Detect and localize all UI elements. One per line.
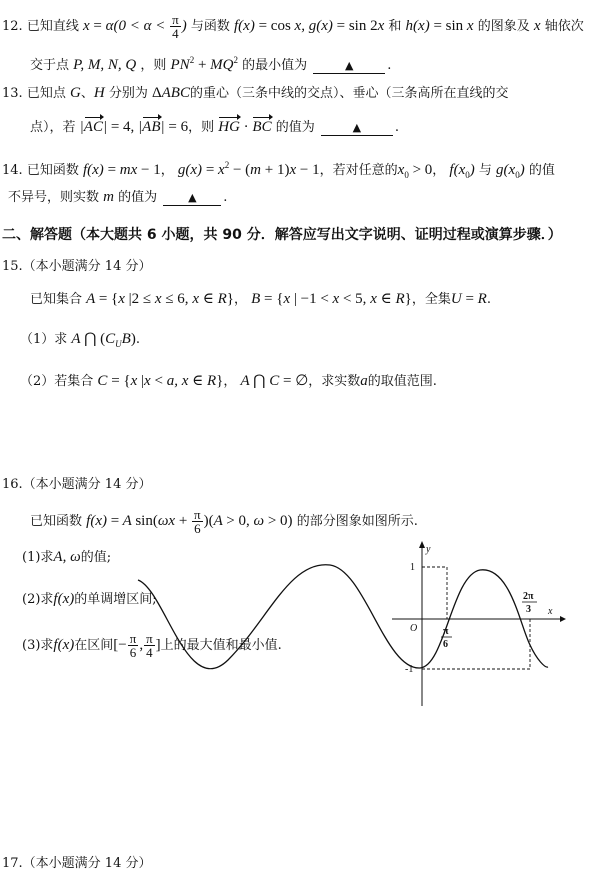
q14-answer-mark: ▲ [188,191,197,204]
tick-label-y-neg1: -1 [405,664,414,675]
q14-text-6: 的值为 [118,190,158,205]
q16-graph [130,540,570,710]
q15-part1-expr: A ⋂ $(C_UB)$ [71,331,136,349]
q13-text-6: 的值为 [275,120,315,135]
q12-text-8: 的最小值为 [242,58,308,73]
q12-period: . [387,58,392,73]
q14-x0-cond: $x_0 > 0$ [397,162,433,180]
q15-a-var: a [360,373,368,389]
q14-m-var: m [103,189,114,205]
q13-text-5: ，则 [188,120,215,135]
q13-period: . [394,120,400,135]
tick-label-3: 3 [526,604,531,615]
q16-p3-interval: [− $\frac{\pi}{6}$ , $\frac{\pi}{4}$ ] [113,631,161,660]
q15-universe: U = R [450,291,487,307]
q13-line1: 13. 已知点 G、H 分别为 ΔABC的重心（三条中线的交点）、垂心（三条高所在直线的交 [2,85,509,101]
q16-part1 [22,548,111,567]
q12-text-2: 与函数 [190,18,230,34]
q12-text-1: 已知直线 [26,18,79,34]
q15-stem: 已知集合 A = {x |2 ≤ x ≤ 6, x ∈ R}， B = {x | −1 < x < 5, x ∈ R}，全集U = R. [30,291,491,307]
q16-p3-mid: 在区间 [74,637,114,653]
q12-answer-mark: ▲ [345,59,354,72]
sine-curve [138,565,548,669]
q12-text-3: 和 [388,18,402,34]
q14-text-1: 已知函数 [26,163,79,178]
q12-text-4: 的图象及 [477,18,530,34]
q14-line2 [8,188,227,207]
q14-number: 14. [2,163,23,178]
q15-part2 [20,372,437,391]
q12-h-func: h(x) = sin x [405,17,474,34]
q15-intersection: A ⋂ C = ∅ [240,373,309,389]
q15-header: 15.（本小题满分 14 分） [2,259,152,274]
tick-label-6: 6 [443,639,448,650]
q12-x-var: x [533,17,541,34]
q13-line2 [30,118,399,137]
q15-part1-label: （1）求 [20,332,68,347]
q16-p1-label: (1)求 [22,550,54,565]
q17-header: 17.（本小题满分 14 分） [2,856,152,871]
q16-function: f(x) = A sin(ωx + $\frac{\pi}{6}$ )(A > 0, ω > 0) [86,507,293,536]
q14-f-x0: $f(x_0)$ [449,162,475,180]
q12-answer-blank[interactable] [313,59,385,74]
q12-points: P, M, N, Q [73,57,137,73]
q16-stem [30,508,418,535]
q16-p3-end: 上的最大值和最小值. [160,637,282,653]
q13-text-1: 已知点 [26,86,66,101]
q15-set-b: B = {x | −1 < x < 5, x ∈ R} [251,291,412,307]
q16-p2-end: 的单调增区间; [74,592,157,607]
tick-label-pi: π [443,626,449,637]
q14-text-5: 不异号，则实数 [8,190,100,205]
q15-set-a: A = {x |2 ≤ x ≤ 6, x ∈ R} [86,291,234,307]
q12-functions: f(x) = cos x, g(x) = sin 2x [234,17,385,34]
q15-part2-label: （2）若集合 [20,374,94,389]
q13-answer-blank[interactable] [321,121,393,136]
q13-answer-mark: ▲ [352,121,362,134]
q15-stem-2: ，全集 [411,292,451,307]
q14-period: . [223,190,228,205]
q12-line1 [2,13,584,40]
q14-g-x0: $g(x_0)$ [496,162,525,180]
q16-header: 16.（本小题满分 14 分） [2,477,152,492]
q16-p3-label: (3)求 [22,637,54,653]
q15-part2-end: 的取值范围. [367,374,437,389]
q13-text-2: 分别为 [108,86,148,101]
q16-p2-func: f(x) [53,591,75,607]
q14-answer-blank[interactable] [163,191,221,206]
q14-text-2: ，若对任意的 [319,163,398,178]
q16-p3-func: f(x) [53,636,75,653]
q13-number: 13. [2,86,23,101]
q14-line1: 14. 已知函数 f(x) = mx − 1， $g(x) = x^2 - (m + 1)x - 1$，若对任意的$x_0 > 0$， $f(x_0)$ 与 $g(x_0)$ 的值 [2,160,555,180]
q16-stem-2: 的部分图象如图所示. [296,513,418,529]
q14-text-4: 的值 [528,163,555,178]
section-2-heading: 二、解答题（本大题共 6 小题，共 90 分．解答应写出文字说明、证明过程或演算步骤．） [2,227,562,243]
q12-line2 [30,51,391,75]
q12-text-5: 轴依次 [544,18,584,34]
q15-part2-mid: ， [223,374,237,389]
q14-g-func: $g(x) = x^2 - (m + 1)x - 1$ [177,160,320,178]
q14-text-3: 与 [478,163,492,178]
q15-part2-tail: ，求实数 [308,374,361,389]
q12-number: 12. [2,18,23,34]
q16-p1-end: 的值; [80,550,112,565]
q13-point-h: H [93,85,105,101]
q14-f-func: f(x) = mx − 1 [82,162,161,178]
q13-condition: |AC| = 4, |AB| = 6 [79,119,189,135]
tick-label-y-1: 1 [410,562,415,573]
x-axis-arrow [560,616,566,622]
q13-text-3: 的重心（三条中线的交点）、垂心（三条高所在直线的交 [189,86,509,101]
q15-part1: （1）求 A ⋂ $(C_UB)$. [20,331,140,349]
q13-point-g: G [69,85,81,101]
q12-text-7: ，则 [140,58,167,73]
q12-line-eq: x = α(0 < α < $\frac{\pi}{4}$ ) [82,12,187,41]
x-axis-label: x [548,606,553,617]
q16-stem-1: 已知函数 [30,513,83,529]
y-axis-label: y [426,544,431,555]
q13-triangle: ΔABC [151,85,190,101]
q15-set-c: C = {x |x < a, x ∈ R} [97,373,224,389]
q16-p2-label: (2)求 [22,592,54,607]
q13-text-4: 点），若 [30,120,76,135]
q15-stem-1: 已知集合 [30,292,83,307]
origin-label: O [410,623,418,634]
q12-text-6: 交于点 [30,58,70,73]
y-axis-arrow [419,541,425,548]
q16-p1-vars: A, ω [53,549,81,565]
q12-expression: $PN^2 + MQ^2$ [170,55,238,73]
q13-dot-product: HG · BC [218,119,272,135]
tick-label-2pi: 2π [523,591,534,602]
